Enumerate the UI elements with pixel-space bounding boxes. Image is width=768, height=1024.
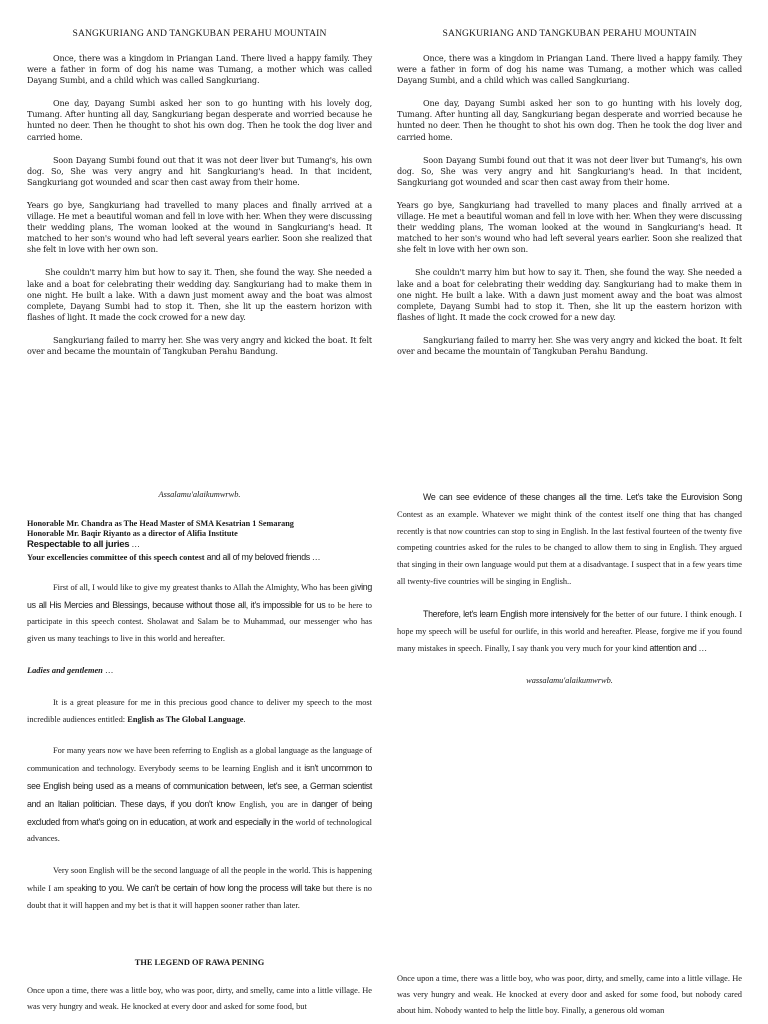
speech-column-left: [27, 487, 372, 915]
story-paragraph-4: Years go bye, Sangkuriang had travelled to many places and finally arrived at a village. He met a beautiful woman and fell in love with her. When they were discussing their wedding plans, The woman looked at the wound in Sangkuriang's head. It matched to her son's wound who had left several years earlier. Soon she realized that she felt in love with her own son.: [397, 199, 742, 255]
story-paragraph-2: One day, Dayang Sumbi asked her son to go hunting with his lovely dog, Tumang. After hunting all day, Sangkuriang began desperate and worried because he hunted no deer. Then he thought to shot his own dog. Then he took the dog liver and carried home.: [27, 98, 372, 142]
legend-paragraph-left: Once upon a time, there was a little boy, who was poor, dirty, and smelly, came into a little village. He was very hungry and weak. He knocked at every door and asked for some food, but: [27, 986, 372, 1012]
committee-line: [27, 551, 372, 564]
conclusion-text-a: Therefore, let's learn English more intensively for t: [423, 608, 606, 619]
committee-text: Your excellencies committee of this speech contest: [27, 552, 207, 562]
second-language-text-a: Very soon English will be the second language of all the people in the world. This is happening while I am spea: [27, 866, 372, 893]
speech-paragraph-global: [27, 743, 372, 848]
global-text-b: isn't uncommon to see English being used as a means of communication between, let's see, a German scientist and an Italian politician. These days, if you don't kno: [27, 763, 372, 809]
thanks-text-c: to be here to participate in this speech contest. Sholawat and Salam be to Muhammad, our messenger who has given us many teachings to live in this world and hereafter.: [27, 600, 372, 644]
story-title: SANGKURIANG AND TANGKUBAN PERAHU MOUNTAIN: [442, 28, 697, 39]
global-text-a: For many years now we have been referring to English as a global language as the language of communication and technology. Everybody seems to be learning English and it: [27, 746, 372, 774]
story-paragraph-2: One day, Dayang Sumbi asked her son to go hunting with his lovely dog, Tumang. After hunting all day, Sangkuriang began desperate and worried because he hunted no deer. Then he thought to shot his own dog. Then he took the dog liver and carried home.: [397, 98, 742, 142]
story-paragraph-1: Once, there was a kingdom in Priangan Land. There lived a happy family. They were a father in form of dog his name was Tumang, a mother which was called Dayang Sumbi, and a child which was called Sangkuriang.: [27, 53, 372, 86]
global-text-d: danger of being excluded from what's going on in education, at work and especially in the: [27, 798, 372, 827]
legend-title: THE LEGEND OF RAWA PENING: [134, 958, 265, 967]
second-language-text-c: but there is no doubt that it will happen and my bet is that it will happen sooner rather than later.: [27, 883, 372, 910]
juries-text: Respectable to all juries: [27, 538, 130, 550]
legend-paragraph-right: Once upon a time, there was a little boy, who was poor, dirty, and smelly, came into a little village. He was very hungry and weak. He knocked at every door and asked for some food, but nobody cared about him. Nobody wanted to help the little boy. Finally, a generous old woman: [397, 974, 742, 1016]
pleasure-text: It is a great pleasure for me in this precious good chance to deliver my speech to the most incredible audiences entitled:: [27, 697, 372, 724]
eurovision-text-b: Contest as an example. Whatever we might think of the contest itself one thing that has changed recently is that now countries can stop to sing in English. In the last festival fourteen of the twenty five competing countries asked for the rules to be changed to allow them to sing in English. They argued that singing in their own language would put them at a disadvantage. I suspect that in a few years time all twenty-five countries will be singing in English..: [397, 509, 742, 586]
speech-column-right: [397, 489, 742, 690]
story-title: SANGKURIANG AND TANGKUBAN PERAHU MOUNTAIN: [72, 28, 327, 39]
story-paragraph-3: Soon Dayang Sumbi found out that it was not deer liver but Tumang's, his own dog. So, She was very angry and hit Sangkuriang's head. In that incident, Sangkuriang got wounded and scar then cast away from their home.: [27, 154, 372, 187]
story-paragraph-4: Years go bye, Sangkuriang had travelled to many places and finally arrived at a village. He met a beautiful woman and fell in love with her. When they were discussing their wedding plans, The woman looked at the wound in Sangkuriang's head. It matched to her son's wound who had left several years earlier. Soon she realized that she felt in love with her own son.: [27, 199, 372, 255]
speech-paragraph-eurovision: [397, 489, 742, 591]
pleasure-period: .: [243, 714, 246, 724]
story-paragraph-6: Sangkuriang failed to marry her. She was very angry and kicked the boat. It felt over and became the mountain of Tangkuban Perahu Bandung.: [397, 334, 742, 356]
juries-ellipsis: …: [129, 539, 140, 549]
eurovision-text-a: We can see evidence of these changes all the time. Let's take the Eurovision Song: [423, 492, 742, 502]
ladies-gentlemen-text: Ladies and gentlemen: [27, 665, 103, 675]
second-language-text-b: king to you. We can't be certain of how long the process will take: [81, 882, 321, 893]
speech-greeting: Assalamu'alaikumwrwb.: [158, 490, 241, 499]
speech-paragraph-thanks: [27, 579, 372, 648]
story-paragraph-5: She couldn't marry him but how to say it. Then, she found the way. She needed a lake and a boat for celebrating their wedding day. Sangkuriang had to make them in one night. He built a lake. With a dawn just moment away and the boat was almost complete, Dayang Sumbi had to stop it. Then, she lit up the eastern horizon with flashes of light. It made the cock crowed for a new day.: [397, 267, 742, 322]
committee-ellipsis: …: [309, 552, 321, 562]
ladies-gentlemen-line: [27, 663, 372, 680]
juries-line: [27, 539, 372, 551]
story-column-left: [27, 28, 372, 369]
conclusion-text-b: he better of our future. I think enough. I hope my speech will be useful for ourlife, in this world and hereafter. Please, forgive me if you found many mistakes in speech. Finally, I say thank you very much for your kind: [397, 609, 742, 654]
conclusion-ellipsis: …: [696, 644, 707, 654]
ladies-ellipsis: …: [102, 665, 114, 675]
speech-closing: wassalamu'alaikumwrwb.: [526, 676, 613, 686]
thanks-text-a: First of all, I would like to give my greatest thanks to Allah the Almighty, Who has been gi: [53, 582, 358, 592]
story-paragraph-6: Sangkuriang failed to marry her. She was very angry and kicked the boat. It felt over and became the mountain of Tangkuban Perahu Bandung.: [27, 334, 372, 356]
thanks-text-b: ving us all His Mercies and Blessings, because without those all, it's impossible for us: [27, 581, 372, 610]
story-paragraph-3: Soon Dayang Sumbi found out that it was not deer liver but Tumang's, his own dog. So, She was very angry and hit Sangkuriang's head. In that incident, Sangkuriang got wounded and scar then cast away from their home.: [397, 154, 742, 187]
global-text-c: w English, you are in: [229, 799, 312, 809]
honorable-director: Honorable Mr. Baqir Riyanto as a director of Alifia Institute: [27, 528, 238, 538]
story-paragraph-5: She couldn't marry him but how to say it. Then, she found the way. She needed a lake and a boat for celebrating their wedding day. Sangkuriang had to make them in one night. He built a lake. With a dawn just moment away and the boat was almost complete, Dayang Sumbi had to stop it. Then, she lit up the eastern horizon with flashes of light. It made the cock crowed for a new day.: [27, 267, 372, 322]
story-paragraph-1: Once, there was a kingdom in Priangan Land. There lived a happy family. They were a father in form of dog his name was Tumang, a mother which was called Dayang Sumbi, and a child which was called Sangkuriang.: [397, 53, 742, 86]
legend-column-left: [27, 958, 372, 1015]
honorable-headmaster: Honorable Mr. Chandra as The Head Master of SMA Kesatrian 1 Semarang: [27, 518, 294, 528]
legend-column-right: [397, 971, 742, 1020]
story-column-right: [397, 28, 742, 369]
global-text-e: world of technological advances.: [27, 817, 372, 844]
speech-paragraph-conclusion: [397, 606, 742, 658]
speech-paragraph-pleasure: [27, 695, 372, 729]
speech-paragraph-second-language: [27, 863, 372, 914]
beloved-friends-text: and all of my beloved friends: [206, 551, 310, 562]
conclusion-text-c: attention and: [649, 643, 697, 654]
speech-topic: English as The Global Language: [127, 714, 244, 724]
